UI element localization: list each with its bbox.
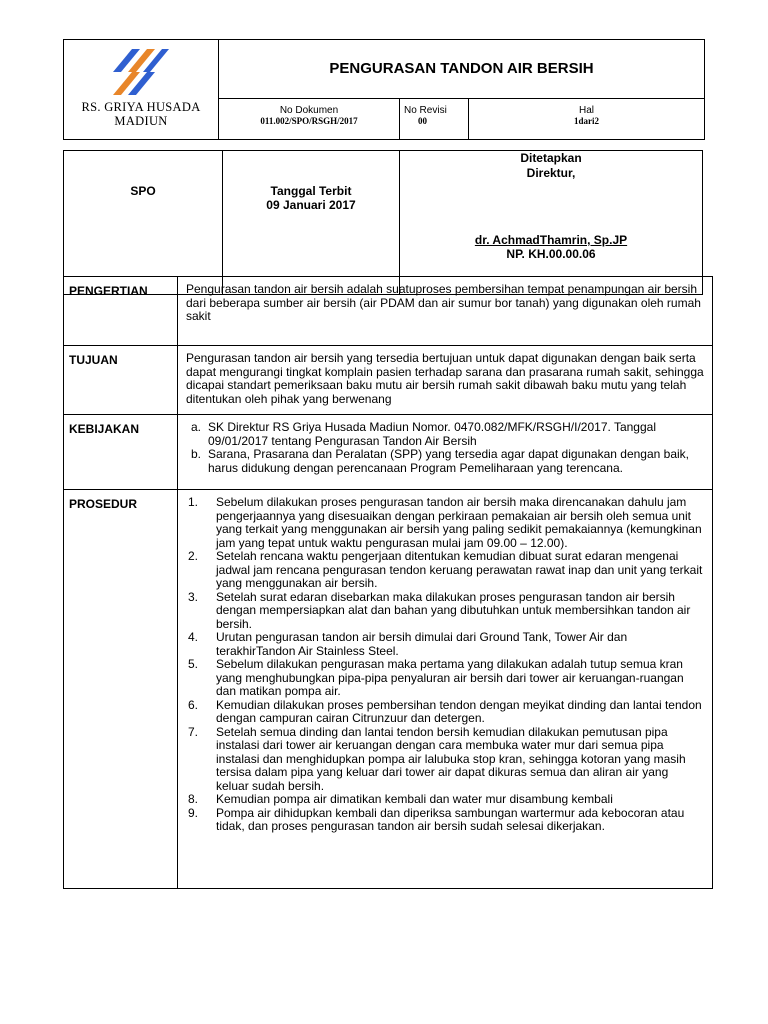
list-item: 7. Setelah semua dinding dan lantai tendon bersih kemudian dilakukan pemutusan pipa instalasi dari tower air keruangan dengan cara membuka water mur dari semua pipa instalasi dan menghidupkan pompa air lalubuka stop kran, sehingga kotoran yang masih tersisa dalam pipa yang keluar dari tower air dapat dikuras semua dan aliran air yang keluar sudah bersih.	[188, 724, 686, 793]
spo-label: SPO	[64, 151, 223, 295]
row-prosedur	[64, 490, 713, 889]
revision-value: 00	[418, 116, 427, 126]
prosedur-list	[186, 496, 704, 834]
procedure-table	[63, 276, 713, 889]
page-value: 1dari2	[573, 116, 599, 126]
tujuan-text: Pengurasan tandon air bersih yang tersedia bertujuan untuk dapat digunakan dengan baik serta dapat mengurangi tingkat komplain pasien terhadap sarana dan prasarana rumah sakit, sehingga dicapai standart pemeriksaan baku mutu air bersih rumah sakit dibawah baku mutu yang telah ditentukan oleh pihak yang berwenang	[178, 346, 713, 415]
list-item: 1. Sebelum dilakukan proses pengurasan tandon air bersih maka direncanakan dahulu jam pengerjaannya yang disesuaikan dengan perkiraan pemakaian air bersih oleh semua unit yang terkait yang menggunakan air bersih yang paling sedikit pemakaiannya (kemungkinan jam yang tepat untuk waktu pengurasan mulai jam 09.00 – 12.00).	[188, 495, 702, 550]
issue-date-cell	[223, 151, 400, 295]
approver-role: Direktur,	[526, 166, 576, 180]
set-by-label: Ditetapkan	[520, 151, 582, 165]
revision-cell	[400, 99, 469, 140]
row-tujuan	[64, 346, 713, 415]
document-header	[63, 39, 705, 140]
page-label: Hal	[578, 105, 594, 116]
issue-label: Tanggal Terbit	[270, 184, 352, 198]
revision-label: No Revisi	[404, 105, 447, 116]
hospital-name: RS. GRIYA HUSADA MADIUN	[81, 100, 201, 128]
issue-date: 09 Januari 2017	[266, 198, 356, 212]
hospital-logo-cell	[64, 40, 219, 140]
row-pengertian	[64, 277, 713, 346]
prosedur-cell	[178, 490, 713, 889]
signer-name: dr. AchmadThamrin, Sp.JP	[474, 233, 628, 247]
kebijakan-cell	[178, 415, 713, 490]
kebijakan-label: KEBIJAKAN	[64, 415, 178, 490]
pengertian-label: PENGERTIAN	[64, 277, 178, 346]
spo-block	[63, 150, 703, 295]
list-item: b. Sarana, Prasarana dan Peralatan (SPP) yang tersedia agar dapat digunakan dengan baik, harus didukung dengan perencanaan Program Pemeliharaan yang terencana.	[191, 447, 689, 475]
signer-np: NP. KH.00.00.06	[506, 247, 596, 261]
document-title: PENGURASAN TANDON AIR BERSIH	[219, 40, 705, 99]
list-item: 9. Pompa air dihidupkan kembali dan diperiksa sambungan wartermur ada kebocoran atau tidak, dan proses pengurasan tandon air bersih sudah selesai dikerjakan.	[188, 805, 685, 833]
list-item: 2. Setelah rencana waktu pengerjaan ditentukan kemudian dibuat surat edaran mengenai jadwal jam rencana pengurasan tendon keruang perawatan rawat inap dan unit yang terkait yang menggunakan air bersih.	[188, 549, 703, 590]
doc-number-value: 011.002/SPO/RSGH/2017	[260, 116, 358, 126]
tujuan-label: TUJUAN	[64, 346, 178, 415]
list-item: 6. Kemudian dilakukan proses pembersihan tendon dengan meyikat dinding dan lantai tendon dengan campuran cairan Citrunzuur dan detergen.	[188, 697, 702, 725]
prosedur-label: PROSEDUR	[64, 490, 178, 889]
row-kebijakan	[64, 415, 713, 490]
pengertian-text: Pengurasan tandon air bersih adalah suatuproses pembersihan tempat penampungan air bersih dari beberapa sumber air bersih (air PDAM dan air sumur bor tanah) yang digunakan oleh rumah sakit	[178, 277, 713, 346]
list-item: 8. Kemudian pompa air dimatikan kembali dan water mur disambung kembali	[188, 792, 613, 806]
list-item: 5. Sebelum dilakukan pengurasan maka pertama yang dilakukan adalah tutup semua kran yang menghubungkan pipa-pipa penyaluran air bersih dari tower air keruangan-ruangan dan matikan pompa air.	[188, 657, 684, 698]
page-cell	[469, 99, 705, 140]
hospital-logo-icon	[113, 44, 169, 100]
doc-number-label: No Dokumen	[279, 105, 339, 116]
doc-number-cell	[219, 99, 400, 140]
list-item: 3. Setelah surat edaran disebarkan maka dilakukan proses pengurasan tandon air bersih dengan mempersiapkan alat dan bahan yang dibutuhkan untuk membersihkan tandon air bersih.	[188, 589, 691, 631]
kebijakan-list	[186, 421, 704, 475]
approval-cell	[400, 151, 703, 295]
list-item: 4. Urutan pengurasan tandon air bersih dimulai dari Ground Tank, Tower Air dan terakhirTandon Air Stainless Steel.	[188, 630, 628, 658]
list-item: a. SK Direktur RS Griya Husada Madiun Nomor. 0470.082/MFK/RSGH/I/2017. Tanggal 09/01/2017 tentang Pengurasan Tandon Air Bersih	[191, 420, 656, 448]
